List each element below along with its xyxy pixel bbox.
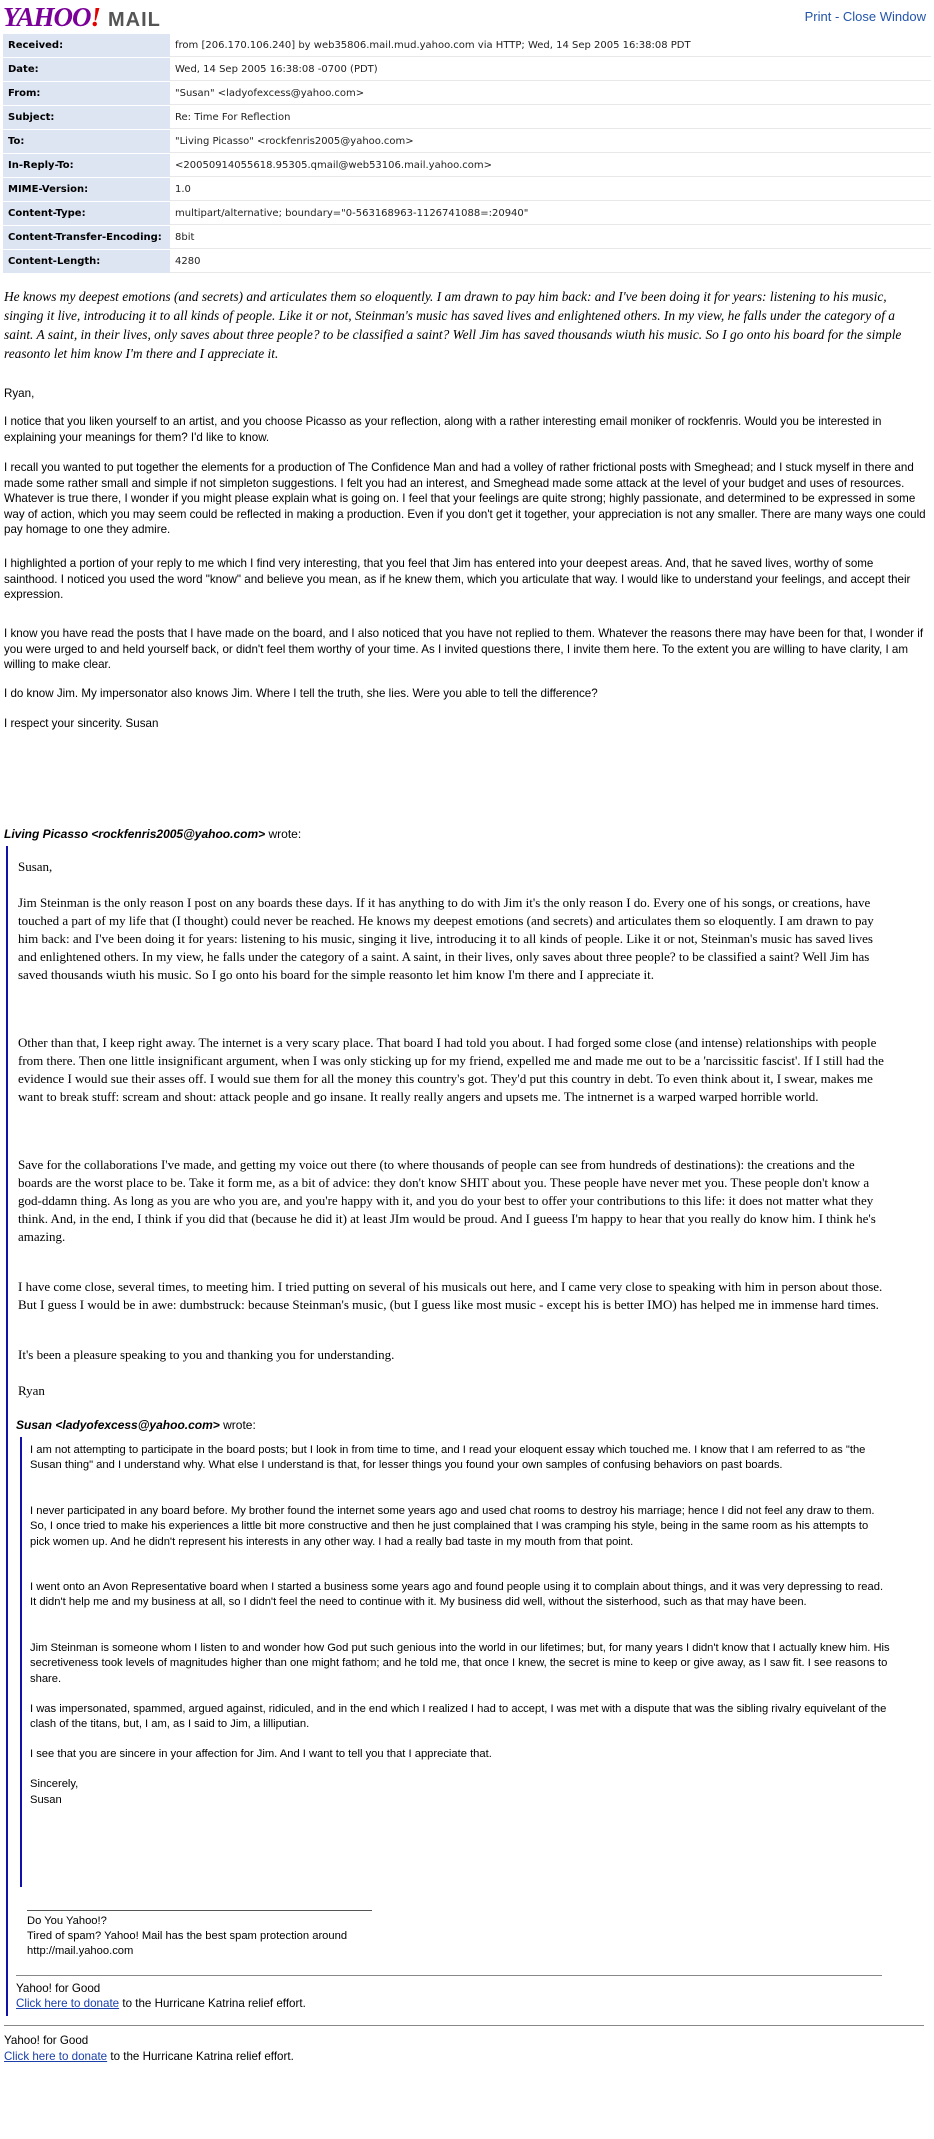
close-window-link[interactable]: Close Window [842,9,926,24]
link-separator: - [831,9,843,24]
top-bar [0,0,934,30]
footer-divider [4,2025,924,2026]
greeting: Ryan, [4,387,35,400]
body-paragraph: I do know Jim. My impersonator also knows Jim. Where I tell the truth, she lies. Were you able to tell the difference? [4,687,598,700]
quote-paragraph: I am not attempting to participate in the board posts; but I look in from time to time, and I read your eloquent essay which touched me. I know that I am referred to as "the Susan thing" and I understand why. What else I understand is that, for lesser things you found your own samples of confusing behaviors on past boards. [30,1444,866,1472]
header-key: From: [3,82,170,105]
header-value: 8bit [170,226,931,249]
closing: Sincerely, [30,1778,79,1790]
quote-paragraph: Save for the collaborations I've made, and getting my voice out there (to where thousands of people can see from hundreds of destinations): the creations and the boards are the worst place to be. Take it form me, as a bit of advice: they don't know SHIT about you. These people have never met you. These people don't know a god-ddamn thing. As long as you are who you are, and you're happy with it, and you do your best to offer your contributions to this life: it does not matter what they think. And, in the end, I think if you did that (because he did it) at least JIm would be proud. And I gueess I'm happy to hear that you really do know him. I think he's amazing. [18,1157,876,1244]
ad-line: Do You Yahoo!? [27,1915,107,1927]
header-row [3,202,931,225]
header-value: Wed, 14 Sep 2005 16:38:08 -0700 (PDT) [170,58,931,81]
quote-paragraph: I never participated in any board before. My brother found the internet some years ago and used chat rooms to destroy his marriage; hence I did not feel any draw to them. So, I once tried to make his experiences a little bit more constructive and then he just complained that I was cramping his style, being in the same room as his attempts to pick women up. And he didn't represent his interests in any other way. I had a really bad taste in my mouth from that point. [30,1505,875,1548]
header-value: multipart/alternative; boundary="0-563168963-1126741088=:20940" [170,202,931,225]
header-row [3,130,931,153]
header-key: Content-Type: [3,202,170,225]
header-key: MIME-Version: [3,178,170,201]
quote-paragraph: It's been a pleasure speaking to you and thanking you for understanding. [18,1347,395,1362]
header-key: Content-Transfer-Encoding: [3,226,170,249]
quote-paragraph: Jim Steinman is the only reason I post on any boards these days. If it has anything to do with Jim it's the only reason I do. Every one of his songs, or creations, have touched a part of my life that (I thought) could never be reached. He knows my deepest emotions (and secrets) and articulates them so eloquently. I am drawn to pay him back: and I've been doing it for years: listening to his music, singing it live, introducing it to all kinds of people. Like it or not, Steinman's music has saved lives and enlightened others. In my view, he falls under the category of a saint. A saint, in their lives, only saves about three people? to be classified a saint? Well Jim has saved thousands wiuth his music. So I go onto his board for the simple reasonto let him know I'm there and I appreciate it. [18,895,874,982]
header-value: Re: Time For Reflection [170,106,931,129]
footer-divider [16,1975,882,1976]
ad-url: http://mail.yahoo.com [27,1945,134,1957]
header-value: "Living Picasso" <rockfenris2005@yahoo.com> [170,130,931,153]
logo-product: MAIL [108,9,161,31]
wrote-label: wrote: [219,1418,256,1432]
header-row [3,154,931,177]
header-key: Content-Length: [3,250,170,273]
header-key: In-Reply-To: [3,154,170,177]
header-value: from [206.170.106.240] by web35806.mail.mud.yahoo.com via HTTP; Wed, 14 Sep 2005 16:38:08 PDT [170,34,931,57]
donate-link[interactable]: Click here to donate [16,1997,120,2010]
quote-paragraph: Jim Steinman is someone whom I listen to and wonder how God put such genious into the world in our lifetimes; but, for many years I didn't know that I actually knew him. His secretiveness took levels of magnitudes higher than one might fathom; and he told me, that once I knew, the secret is mine to keep or give away, as I saw fit. I see reasons to share. [30,1642,890,1685]
yahoo-for-good-text: Yahoo! for Good [4,2034,89,2047]
donate-link[interactable]: Click here to donate [4,2050,108,2063]
body-paragraph: I recall you wanted to put together the elements for a production of The Confidence Man and had a volley of rather frictional posts with Smeghead; and I stuck myself in there and made some rather small and simple if not simpleton suggestions. I felt you had an interest, and Smeghead made some attack at the level of your budget and uses of resources. Whatever is true there, I wonder if you might please explain what is going on. I feel that your feelings are quite strong; highly passionate, and determined to be expressed in some way of action, which you may seem could be reflected in making a production. Even if you don't get it together, your appreciation is not any smaller. There are many ways one could pay homage to one they admire. [4,461,926,537]
body-paragraph: I highlighted a portion of your reply to me which I find very interesting, that you feel that Jim has entered into your deepest areas. And, that he saved lives, worthy of some sainthood. I noticed you used the word "know" and believe you mean, as if he knew them, which you articulate that way. I would like to understand your feelings, and accept their expression. [4,557,911,602]
quote-paragraph: I went onto an Avon Representative board when I started a business some years ago and found people using it to complain about things, and it was very depressing to read. It didn't help me and my business at all, so I didn't feel the need to continue with it. My business did well, without the sisterhood, such as that may have been. [30,1581,884,1609]
header-row [3,106,931,129]
donate-text: to the Hurricane Katrina relief effort. [107,2050,294,2063]
message-headers-table [3,33,931,274]
yahoo-mail-logo [3,2,161,32]
quote-greeting: Susan, [18,859,53,874]
quote-author: Susan <ladyofexcess@yahoo.com> [16,1418,220,1432]
window-links [805,9,926,24]
header-row [3,82,931,105]
signature: Susan [30,1794,62,1806]
quote-attribution [4,827,301,841]
header-row [3,178,931,201]
header-value: <20050914055618.95305.qmail@web53106.mail.yahoo.com> [170,154,931,177]
quoted-message-2 [20,1437,902,1887]
quote-paragraph: I was impersonated, spammed, argued against, ridiculed, and in the end which I realized I had to accept, I was met with a dispute that was the sibling rivalry equivelant of the clash of the titans, but, I am, as I said to Jim, a lilliputian. [30,1703,887,1731]
signoff-paragraph: I respect your sincerity. Susan [4,717,159,730]
header-key: To: [3,130,170,153]
quote-signoff: Ryan [18,1383,45,1398]
body-paragraph: I notice that you liken yourself to an artist, and you choose Picasso as your reflection, along with a rather interesting email moniker of rockfenris. Would you be interested in explaining your meanings for them? I'd like to know. [4,415,882,444]
header-key: Subject: [3,106,170,129]
header-key: Received: [3,34,170,57]
yahoo-for-good-text: Yahoo! for Good [16,1982,101,1995]
header-row [3,58,931,81]
header-value: 4280 [170,250,931,273]
header-row [3,226,931,249]
quote-paragraph: Other than that, I keep right away. The internet is a very scary place. That board I had told you about. I had forged some close (and intense) relationships with people from there. Then one little insignificant argument, when I was only sticking up for my friend, expelled me and made me out to be a 'narcissitic fascist'. If I still had the evidence I would sue their asses off. I would sue them for all the money this country's got. They'd put this country in debt. To even think about it, I swear, makes me want to break stuff: scream and shout: attack people and go insane. It really really angers and upsets me. The intnernet is a warped warped horrible world. [18,1035,884,1104]
quote-paragraph: I see that you are sincere in your affection for Jim. And I want to tell you that I appreciate that. [30,1748,492,1760]
wrote-label: wrote: [265,827,302,841]
quote-author: Living Picasso <rockfenris2005@yahoo.com> [4,827,266,841]
donate-text: to the Hurricane Katrina relief effort. [119,1997,306,2010]
header-value: 1.0 [170,178,931,201]
logo-bang: ! [90,2,102,32]
header-value: "Susan" <ladyofexcess@yahoo.com> [170,82,931,105]
quote-attribution [16,1418,256,1432]
ad-line: Tired of spam? Yahoo! Mail has the best spam protection around [27,1930,348,1942]
print-link[interactable]: Print [804,9,832,24]
body-paragraph: I know you have read the posts that I have made on the board, and I also noticed that you have not replied to them. Whatever the reasons there may have been for that, I wonder if you were urged to and held yourself back, or didn't feel them worthy of your time. As I invited questions there, I invite them here. To the extent you are willing to have clarity, I am willing to make clear. [4,627,924,672]
header-row [3,250,931,273]
header-row [3,34,931,57]
header-key: Date: [3,58,170,81]
signature-divider [27,1910,372,1911]
donate-line [4,2049,294,2065]
logo-word: YAHOO [3,2,91,32]
highlighted-quote: He knows my deepest emotions (and secrets) and articulates them so eloquently. I am drawn to pay him back: and I've been doing it for years: listening to his music, singing it live, introducing it to all kinds of people. Like it or not, Steinman's music has saved lives and enlightened others. In my view, he falls under the category of a saint. A saint, in their lives, only saves about three people? to be classified a saint? Well Jim has saved thousands wiuth his music. So I go onto his board for the simple reasonto let him know I'm there and I appreciate it. [4,289,902,361]
quote-paragraph: I have come close, several times, to meeting him. I tried putting on several of his musicals out here, and I came very close to speaking with him in person about those. But I guess I would be in awe: dumbstruck: because Steinman's music, (but I guess like most music - except his is better IMO) has helped me in immense hard times. [18,1279,883,1312]
donate-line [16,1996,306,2012]
